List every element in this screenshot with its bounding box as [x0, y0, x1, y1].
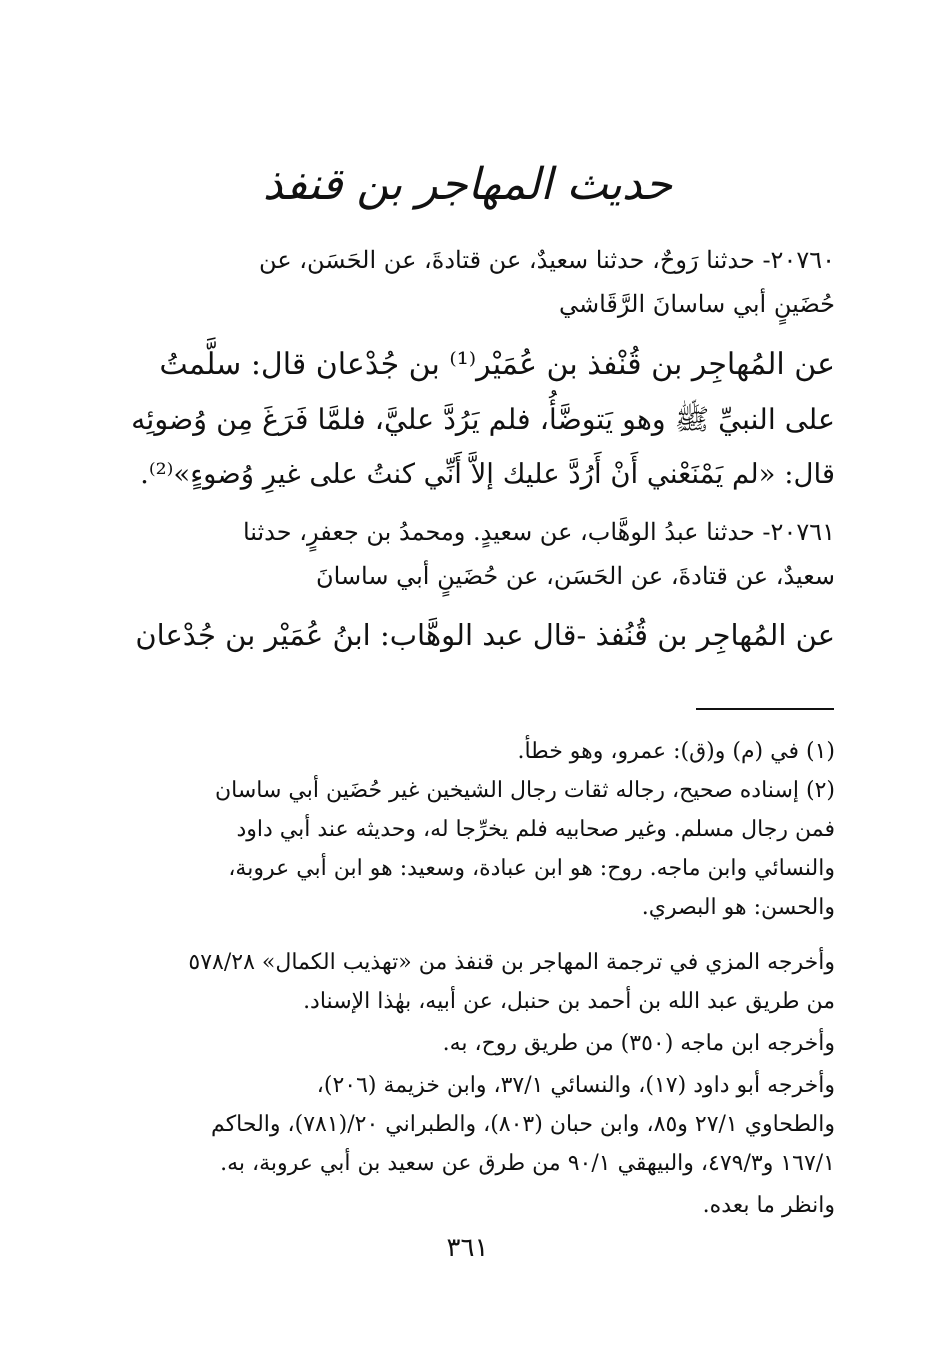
hadith-20761-isnad — [130, 510, 835, 598]
footnote-abu-dawud — [130, 1066, 835, 1183]
isnad-line: سعيدٌ، عن قتادةَ، عن الحَسَن، عن حُضَينٍ أبي ساسانَ — [316, 562, 835, 590]
isnad-line: ٢٠٧٦٠- حدثنا رَوحٌ، حدثنا سعيدٌ، عن قتادةَ، عن الحَسَن، عن — [259, 246, 835, 274]
matn-line: قال: «لم يَمْنَعْني أَنْ أَرُدَّ عليك إلاَّ أَنِّي كنتُ على غيرِ وُضوءٍ»⁽²⁾. — [140, 458, 835, 490]
footnote-line: وأخرجه ابن ماجه (٣٥٠) من طريق روح، به. — [442, 1031, 835, 1056]
hadith-20761-matn — [130, 608, 835, 663]
footnote-ibn-majah — [130, 1024, 835, 1063]
hadith-20760-matn — [130, 337, 835, 502]
footnote-line: وانظر ما بعده. — [702, 1193, 835, 1218]
footnote-line: وأخرجه أبو داود (١٧)، والنسائي ٣٧/١، وابن خزيمة (٢٠٦)، — [316, 1073, 835, 1098]
isnad-line: حُضَينٍ أبي ساسانَ الرَّقَاشي — [559, 290, 835, 318]
chapter-title: حديث المهاجر بن قنفذ — [262, 159, 673, 210]
footnote-line: من طريق عبد الله بن أحمد بن حنبل، عن أبيه، بهٰذا الإسناد. — [303, 989, 835, 1014]
footnote-1 — [180, 732, 835, 771]
page-number: ٣٦١ — [446, 1233, 489, 1263]
footnote-line: والنسائي وابن ماجه. روح: هو ابن عبادة، وسعيد: هو ابن أبي عروبة، — [228, 856, 835, 881]
footnote-line: والطحاوي ٢٧/١ و٨٥، وابن حبان (٨٠٣)، والطبراني ٢٠/(٧٨١)، والحاكم — [211, 1112, 835, 1137]
footnote-line: (٢) إسناده صحيح، رجاله ثقات رجال الشيخين غير حُضَين أبي ساسان — [215, 778, 835, 803]
matn-line: عن المُهاجِر بن قُنُفذ -قال عبد الوهَّاب: ابنُ عُمَيْر بن جُدْعان — [135, 618, 835, 652]
footnote-line: وأخرجه المزي في ترجمة المهاجر بن قنفذ من «تهذيب الكمال» ٥٧٨/٢٨ — [188, 950, 835, 975]
footnote-see-next — [130, 1186, 835, 1225]
footnote-line: فمن رجال مسلم. وغير صحابيه فلم يخرِّجا له، وحديثه عند أبي داود — [236, 817, 835, 842]
hadith-20760-isnad — [130, 238, 835, 326]
matn-line: عن المُهاجِر بن قُنْفذ بن عُمَيْر⁽¹⁾ بن جُدْعان قال: سلَّمتُ — [159, 347, 835, 382]
footnote-mizzi — [130, 943, 835, 1021]
isnad-line: ٢٠٧٦١- حدثنا عبدُ الوهَّاب، عن سعيدٍ. ومحمدُ بن جعفرٍ، حدثنا — [242, 518, 835, 546]
footnote-line: والحسن: هو البصري. — [641, 895, 835, 920]
footnote-line: ١٦٧/١ و٤٧٩/٣، والبيهقي ٩٠/١ من طرق عن سعيد بن أبي عروبة، به. — [220, 1151, 835, 1176]
footnote-2 — [130, 771, 835, 927]
footnote-divider — [696, 708, 834, 710]
matn-line: على النبيِّ ﷺ وهو يَتوضَّأُ، فلم يَرُدَّ عليَّ، فلمَّا فَرَغَ مِن وُضوئِه — [131, 403, 835, 436]
footnote-line: (١) في (م) و(ق): عمرو، وهو خطأ. — [517, 739, 835, 764]
